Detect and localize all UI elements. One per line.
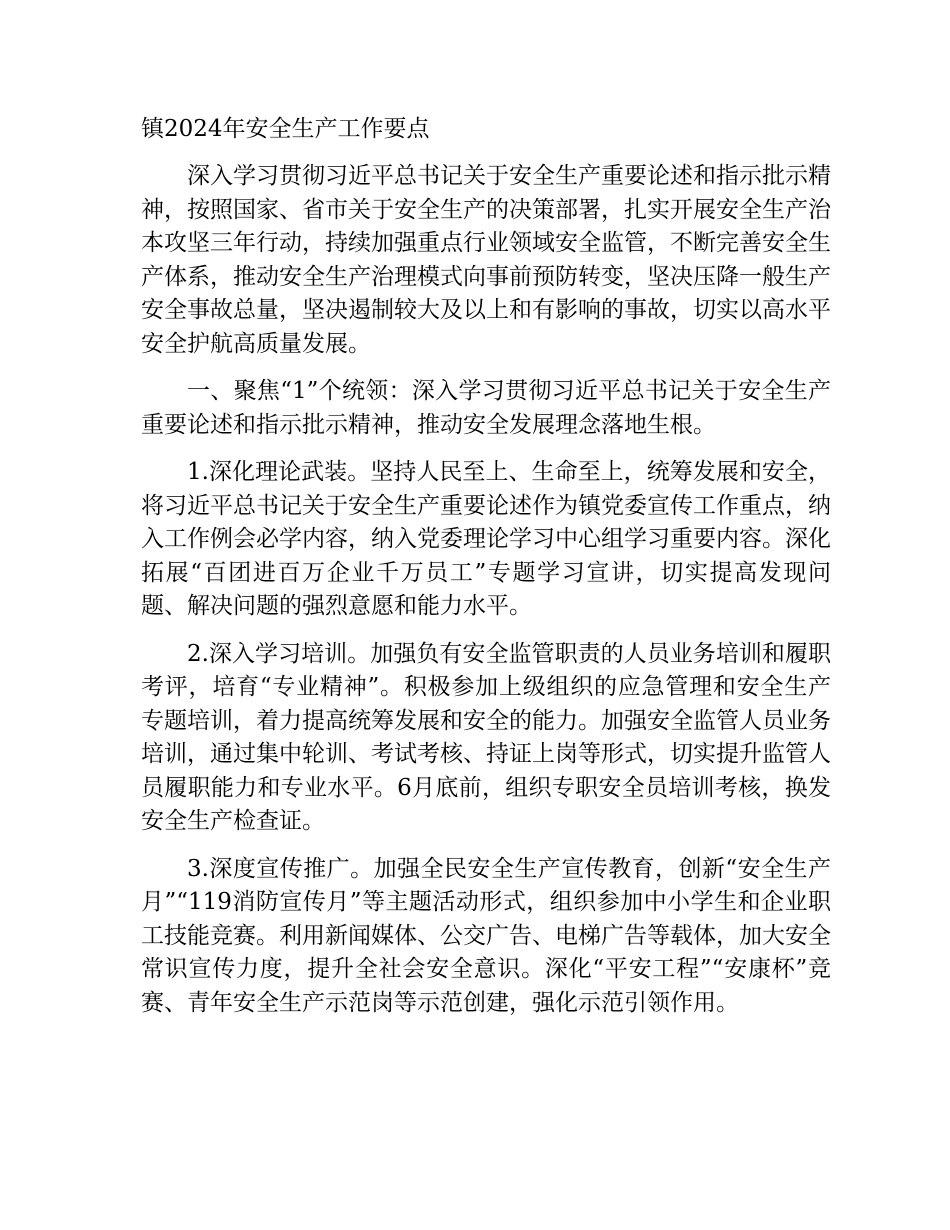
document-title: 镇2024年安全生产工作要点: [141, 116, 430, 142]
item-2-paragraph: 2.深入学习培训。加强负有安全监管职责的人员业务培训和履职考评，培育“专业精神”。积极参加上级组织的应急管理和安全生产专题培训，着力提高统筹发展和安全的能力。加强安全监管人员业务培训，通过集中轮训、考试考核、持证上岗等形式，切实提升监管人员履职能力和专业水平。6月底前，组织专职安全员培训考核，换发安全生产检查证。: [141, 640, 831, 834]
intro-paragraph: 深入学习贯彻习近平总书记关于安全生产重要论述和指示批示精神，按照国家、省市关于安全生产的决策部署，扎实开展安全生产治本攻坚三年行动，持续加强重点行业领域安全监管，不断完善安全生产体系，推动安全生产治理模式向事前预防转变，坚决压降一般生产安全事故总量，坚决遏制较大及以上和有影响的事故，切实以高水平安全护航高质量发展。: [141, 163, 831, 357]
section-heading-1: 一、聚焦“1”个统领：深入学习贯彻习近平总书记关于安全生产重要论述和指示批示精神，推动安全发展理念落地生根。: [141, 378, 831, 438]
item-1-paragraph: 1.深化理论武装。坚持人民至上、生命至上，统筹发展和安全，将习近平总书记关于安全生产重要论述作为镇党委宣传工作重点，纳入工作例会必学内容，纳入党委理论学习中心组学习重要内容。深化拓展“百团进百万企业千万员工”专题学习宣讲，切实提高发现问题、解决问题的强烈意愿和能力水平。: [141, 459, 831, 619]
document-page: [141, 112, 831, 1034]
item-3-paragraph: 3.深度宣传推广。加强全民安全生产宣传教育，创新“安全生产月”“119消防宣传月”等主题活动形式，组织参加中小学生和企业职工技能竞赛。利用新闻媒体、公交广告、电梯广告等载体，加大安全常识宣传力度，提升全社会安全意识。深化“平安工程”“安康杯”竞赛、青年安全生产示范岗等示范创建，强化示范引领作用。: [141, 855, 831, 1016]
